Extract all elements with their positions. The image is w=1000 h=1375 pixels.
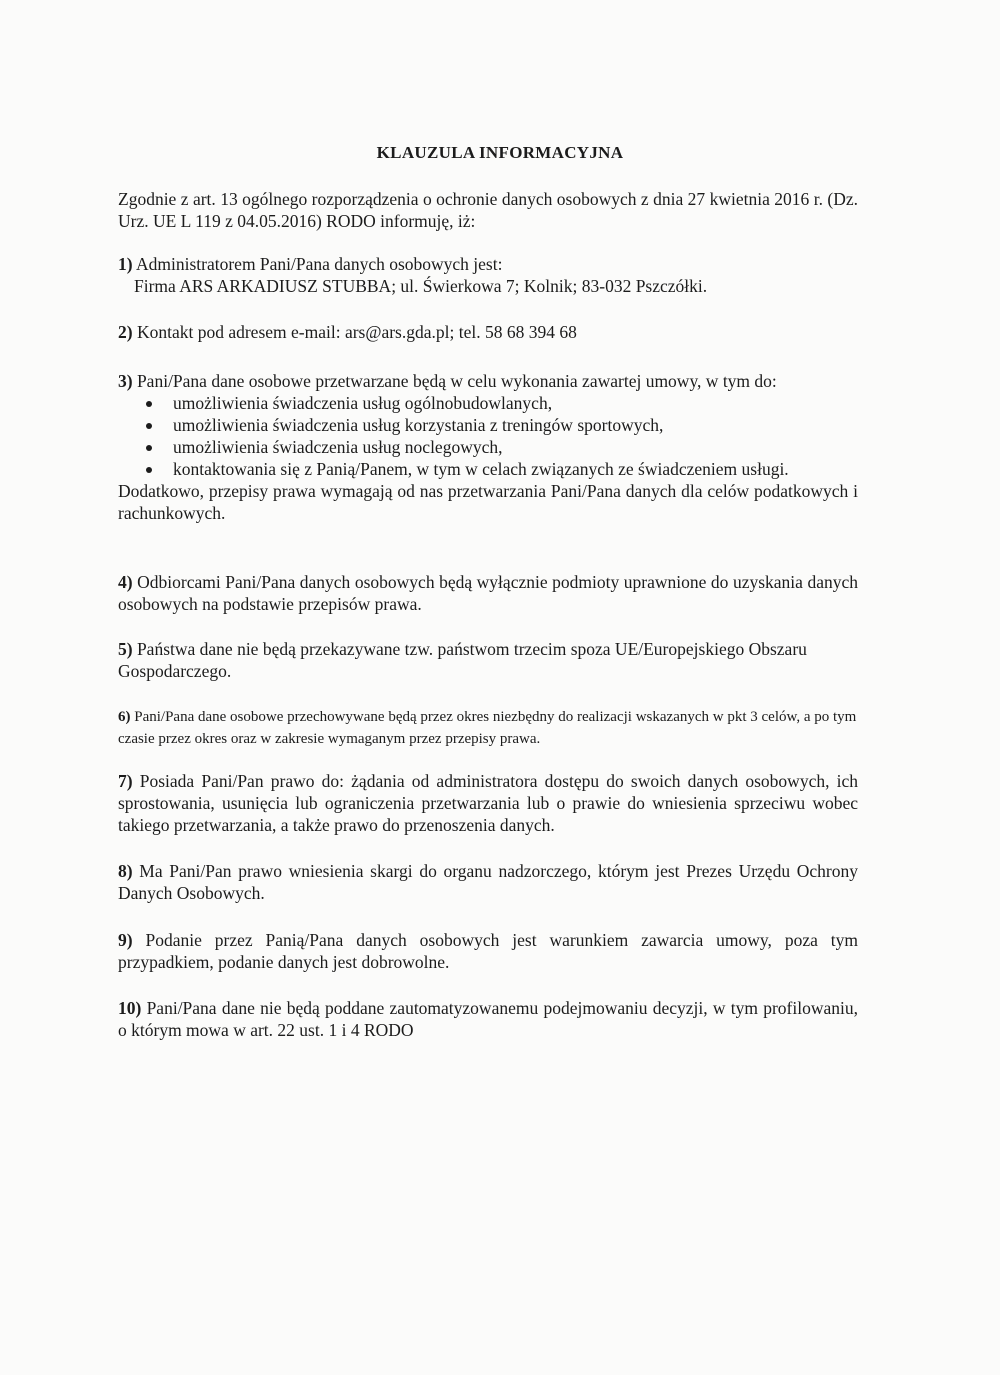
section-2 xyxy=(118,321,858,343)
section-6-number: 6) xyxy=(118,709,131,725)
list-item: kontaktowania się z Panią/Panem, w tym w celach związanych ze świadczeniem usługi. xyxy=(118,458,858,480)
section-9-text: Podanie przez Panią/Pana danych osobowych jest warunkiem zawarcia umowy, poza tym przypadkiem, podanie danych jest dobrowolne. xyxy=(118,930,858,972)
section-4-text: Odbiorcami Pani/Pana danych osobowych będą wyłącznie podmioty uprawnione do uzyskania danych osobowych na podstawie przepisów prawa. xyxy=(118,572,858,614)
section-5-number: 5) xyxy=(118,639,133,659)
section-3-bullet-list xyxy=(118,392,858,480)
section-1 xyxy=(118,253,858,297)
section-7-number: 7) xyxy=(118,771,133,791)
section-10-text: Pani/Pana dane nie będą poddane zautomatyzowanemu podejmowaniu decyzji, w tym profilowaniu, o którym mowa w art. 22 ust. 1 i 4 RODO xyxy=(118,998,858,1040)
section-6 xyxy=(118,706,858,750)
section-4-number: 4) xyxy=(118,572,133,592)
section-6-text: Pani/Pana dane osobowe przechowywane będą przez okres niezbędny do realizacji wskazanych w pkt 3 celów, a po tym czasie przez okres oraz w zakresie wymaganym przez przepisy prawa. xyxy=(118,709,857,747)
section-1-line-2: Firma ARS ARKADIUSZ STUBBA; ul. Świerkowa 7; Kolnik; 83-032 Pszczółki. xyxy=(134,276,708,296)
section-10 xyxy=(118,997,858,1041)
section-2-number: 2) xyxy=(118,322,133,342)
section-2-text: Kontakt pod adresem e-mail: ars@ars.gda.pl; tel. 58 68 394 68 xyxy=(136,322,577,342)
intro-paragraph xyxy=(118,188,858,232)
document-title: KLAUZULA INFORMACYJNA xyxy=(376,143,624,162)
section-8 xyxy=(118,860,858,904)
section-7-text: Posiada Pani/Pan prawo do: żądania od administratora dostępu do swoich danych osobowych, ich sprostowania, usunięcia lub ograniczenia przetwarzania lub o prawie do wniesienia sprzeciwu wobec takiego przetwarzania, a także prawo do przenoszenia danych. xyxy=(118,771,859,835)
section-4 xyxy=(118,571,858,615)
section-3-text: Pani/Pana dane osobowe przetwarzane będą w celu wykonania zawartej umowy, w tym do: xyxy=(136,371,777,391)
section-5 xyxy=(118,638,858,682)
section-9-number: 9) xyxy=(118,930,133,950)
section-3-extra: Dodatkowo, przepisy prawa wymagają od nas przetwarzania Pani/Pana danych dla celów podatkowych i rachunkowych. xyxy=(118,481,858,523)
list-item: umożliwienia świadczenia usług ogólnobudowlanych, xyxy=(118,392,858,414)
section-1-text: Administratorem Pani/Pana danych osobowych jest: xyxy=(136,254,503,274)
list-item: umożliwienia świadczenia usług korzystania z treningów sportowych, xyxy=(118,414,858,436)
list-item: umożliwienia świadczenia usług noclegowych, xyxy=(118,436,858,458)
section-5-text: Państwa dane nie będą przekazywane tzw. państwom trzecim spoza UE/Europejskiego Obszaru Gospodarczego. xyxy=(118,639,807,681)
section-7 xyxy=(118,770,858,836)
section-1-number: 1) xyxy=(118,254,133,274)
section-3 xyxy=(118,370,858,524)
section-3-number: 3) xyxy=(118,371,133,391)
section-10-number: 10) xyxy=(118,998,142,1018)
intro-text: Zgodnie z art. 13 ogólnego rozporządzenia o ochronie danych osobowych z dnia 27 kwietnia 2016 r. (Dz. Urz. UE L 119 z 04.05.2016) RODO informuję, iż: xyxy=(118,189,858,231)
section-1-line-1 xyxy=(118,253,858,275)
section-8-number: 8) xyxy=(118,861,133,881)
section-9 xyxy=(118,929,858,973)
section-8-text: Ma Pani/Pan prawo wniesienia skargi do organu nadzorczego, którym jest Prezes Urzędu Ochrony Danych Osobowych. xyxy=(118,861,859,903)
